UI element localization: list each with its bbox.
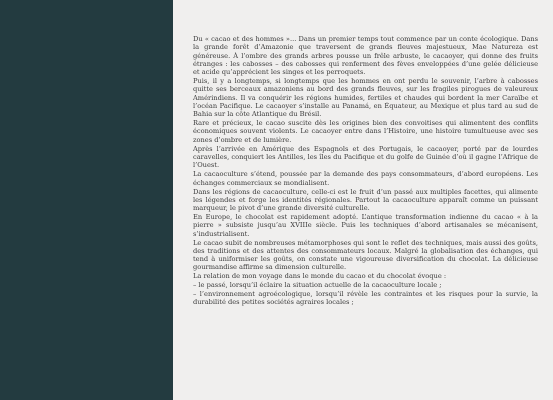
- paragraph-5: La cacaoculture s’étend, poussée par la demande des pays consommateurs, d’abord européens. Les échanges commerciaux se mondialisent.: [193, 170, 538, 187]
- list-item-1: – le passé, lorsqu’il éclaire la situation actuelle de la cacaoculture locale ;: [193, 281, 442, 290]
- text-column: [193, 35, 538, 306]
- dark-left-band: [0, 0, 173, 400]
- paragraph-3: Rare et précieux, le cacao suscite dès les origines bien des convoitises qui alimentent des conflits économiques souvent violents. Le cacaoyer entre dans l’Histoire, une histoire tumultueuse avec ses zones d’ombre et de lumière.: [193, 119, 538, 144]
- paragraph-4: Après l’arrivée en Amérique des Espagnols et des Portugais, le cacaoyer, porté par de lourdes caravelles, conquiert les Antilles, les îles du Pacifique et du golfe de Guinée d’où il gagne l’Afrique de l’Ouest.: [193, 144, 538, 170]
- paragraph-2: Puis, il y a longtemps, si longtemps que les hommes en ont perdu le souvenir, l’arbre à cabosses quitte ses berceaux amazoniens au bord des grands fleuves, sur les fragiles pirogues de valeureux Amérindiens. Il va conquérir les régions humides, fertiles et chaudes qui bordent la mer Caraïbe et l’océan Pacifique. Le cacaoyer s’installe au Panamá, en Équateur, au Mexique et plus tard au sud de Bahia sur la côte Atlantique du Brésil.: [193, 77, 538, 119]
- paragraph-6: Dans les régions de cacaoculture, celle-ci est le fruit d’un passé aux multiples facettes, qui alimente les légendes et forge les identités régionales. Partout la cacaoculture apparaît comme un puissant marqueur, le pivot d’une grande diversité culturelle.: [193, 187, 538, 213]
- paragraph-7: En Europe, le chocolat est rapidement adopté. L’antique transformation indienne du cacao « à la pierre » subsiste jusqu’au XVIIIe siècle. Puis les techniques d’abord artisanales se mécanisent, s’industrialisent.: [193, 213, 538, 238]
- paragraph-8: Le cacao subit de nombreuses métamorphoses qui sont le reflet des techniques, mais aussi des goûts, des traditions et des attentes des consommateurs locaux. Malgré la globalisation des échanges, qui tend à uniformiser les goûts, on constate une vigoureuse diversification du chocolat. La délicieuse gourmandise affirme sa dimension culturelle.: [193, 238, 538, 272]
- list-item-2: – l’environnement agroécologique, lorsqu’il révèle les contraintes et les risques pour la survie, la durabilité des petites sociétés agraires locales ;: [193, 289, 538, 306]
- paragraph-1: Du « cacao et des hommes »... Dans un premier temps tout commence par un conte écologique. Dans la grande forêt d’Amazonie que traversent de grands fleuves majestueux, Mae Natureza est généreuse. À l’ombre des grands arbres pousse un frêle arbuste, le cacaoyer, qui donne des fruits étranges : les cabosses – des cabosses qui renferment des fèves enveloppées d’une gelée délicieuse et acide qu’apprécient les singes et les perroquets.: [193, 35, 538, 77]
- paragraph-9: La relation de mon voyage dans le monde du cacao et du chocolat évoque :: [193, 272, 447, 281]
